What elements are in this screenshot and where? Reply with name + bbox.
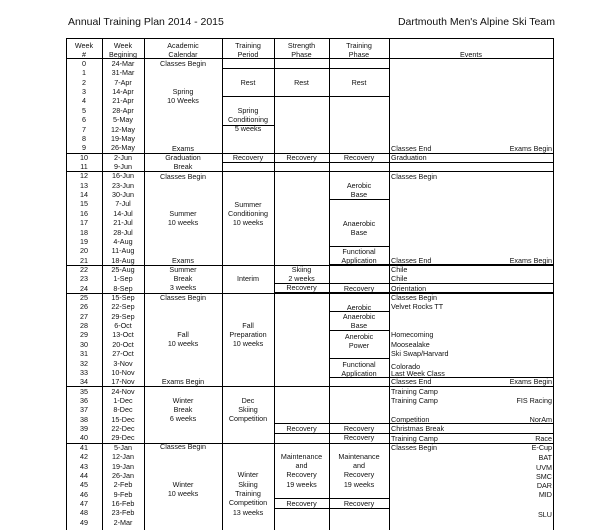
phase-label: Application xyxy=(341,369,377,378)
grid-row-line xyxy=(274,292,329,293)
grid-row-line xyxy=(329,330,389,331)
grid-row-line xyxy=(329,283,389,284)
event-item: Classes Begin xyxy=(391,172,437,181)
period-label: Competition xyxy=(228,498,268,507)
week-beginning-date: 28-Jul xyxy=(113,227,133,237)
grid-row-line xyxy=(329,377,389,378)
period-label: Fall xyxy=(242,321,254,330)
period-label: Conditioning xyxy=(228,115,268,124)
phase-label: 19 weeks xyxy=(343,480,375,489)
week-number: 25 xyxy=(80,293,88,302)
event-item: SMC xyxy=(536,472,552,481)
event-item: Race xyxy=(535,434,552,443)
strength-label: Rest xyxy=(294,78,309,87)
period-label: Winter xyxy=(237,470,259,479)
week-beginning-date: 27-Oct xyxy=(112,349,134,359)
academic-label: 10 weeks xyxy=(167,489,199,498)
week-number: 47 xyxy=(80,498,88,508)
week-beginning-date: 31-Mar xyxy=(111,68,135,78)
period-label: Summer xyxy=(234,200,262,209)
week-beginning-date: 19-May xyxy=(111,133,135,143)
week-beginning-date: 24-Mar xyxy=(111,59,135,68)
academic-label: Classes Begin xyxy=(160,59,206,68)
grid-row-line xyxy=(389,283,553,284)
event-item: Moosealake xyxy=(391,340,430,349)
event-item: Colorado xyxy=(391,362,421,371)
phase-label: Base xyxy=(350,228,368,237)
phase-label: Anaerobic xyxy=(342,312,376,321)
week-number: 26 xyxy=(80,302,88,312)
week-number: 5 xyxy=(82,105,86,115)
academic-label: Break xyxy=(173,162,193,171)
event-item: Training Camp xyxy=(391,396,438,405)
academic-label: Classes Begin xyxy=(160,172,206,181)
grid-row-line xyxy=(222,96,274,97)
grid-col-line xyxy=(102,38,103,530)
grid-row-line xyxy=(274,433,329,434)
strength-label: Recovery xyxy=(286,499,317,508)
academic-label: 6 weeks xyxy=(169,414,197,423)
event-item: NorAm xyxy=(529,415,552,424)
week-beginning-date: 8-Dec xyxy=(113,405,133,415)
week-number: 41 xyxy=(80,442,88,452)
academic-label: 10 weeks xyxy=(167,218,199,227)
grid-row-line xyxy=(329,199,389,200)
week-number: 10 xyxy=(80,152,88,162)
week-number: 4 xyxy=(82,96,86,106)
period-label: 10 weeks xyxy=(232,218,264,227)
week-number: 39 xyxy=(80,424,88,433)
grid-row-line xyxy=(222,125,274,126)
grid-row-line xyxy=(66,386,553,387)
grid-row-line xyxy=(66,443,553,444)
event-item: Classes Begin xyxy=(391,443,437,452)
col-header-strength-phase: Strength Phase xyxy=(287,41,316,60)
academic-label: Graduation xyxy=(165,153,201,162)
week-beginning-date: 9-Feb xyxy=(113,489,133,499)
period-label: Spring xyxy=(237,106,259,115)
event-item: Competition xyxy=(391,415,430,424)
week-beginning-date: 1-Sep xyxy=(113,274,133,284)
week-number: 33 xyxy=(80,367,88,377)
week-beginning-date: 15-Dec xyxy=(111,414,135,424)
grid-row-line xyxy=(329,292,389,293)
week-number: 8 xyxy=(82,133,86,143)
week-number: 14 xyxy=(80,190,88,199)
academic-label: Classes Begin xyxy=(160,293,206,302)
period-label: Conditioning xyxy=(228,209,268,218)
week-number: 3 xyxy=(82,87,86,97)
week-beginning-date: 4-Aug xyxy=(113,236,133,246)
grid-row-line xyxy=(329,358,389,359)
col-header-week: Week # xyxy=(74,41,94,60)
week-beginning-date: 23-Feb xyxy=(111,508,135,518)
week-beginning-date: 16-Feb xyxy=(111,498,135,508)
academic-label: Spring xyxy=(172,87,194,96)
week-beginning-date: 7-Jul xyxy=(115,199,131,209)
week-beginning-date: 13-Oct xyxy=(112,330,134,340)
academic-label: Summer xyxy=(169,209,197,218)
grid-row-line xyxy=(329,423,389,424)
week-number: 7 xyxy=(82,124,86,134)
week-number: 46 xyxy=(80,489,88,499)
period-label: Recovery xyxy=(232,153,264,162)
week-number: 28 xyxy=(80,321,88,331)
phase-label: Aerobic xyxy=(346,303,372,312)
academic-label: Classes Begin xyxy=(160,442,206,451)
event-item: Christmas Break xyxy=(391,424,445,433)
grid-row-line xyxy=(329,264,389,265)
strength-label: and xyxy=(295,461,308,470)
grid-col-line xyxy=(553,38,554,530)
period-label: Preparation xyxy=(229,330,267,339)
event-item: Exams Begin xyxy=(509,377,552,386)
phase-label: Application xyxy=(341,256,377,265)
week-number: 27 xyxy=(80,311,88,321)
grid-row-line xyxy=(389,423,553,424)
phase-label: Recovery xyxy=(343,284,375,293)
phase-label: Aerobic xyxy=(346,181,372,190)
phase-label: Recovery xyxy=(343,433,375,442)
week-beginning-date: 16-Jun xyxy=(112,171,134,181)
period-label: Competition xyxy=(228,414,268,423)
week-beginning-date: 12-Jan xyxy=(112,452,134,462)
grid-row-line xyxy=(66,265,553,266)
phase-label: Recovery xyxy=(343,470,375,479)
week-number: 19 xyxy=(80,236,88,246)
academic-label: Winter xyxy=(172,480,194,489)
week-number: 17 xyxy=(80,218,88,228)
week-number: 35 xyxy=(80,386,88,396)
period-label: Rest xyxy=(240,78,256,87)
grid-row-line xyxy=(389,292,553,293)
grid-col-line xyxy=(66,38,67,530)
week-beginning-date: 24-Nov xyxy=(111,386,135,396)
phase-label: Base xyxy=(350,321,368,330)
week-number: 1 xyxy=(82,68,86,78)
week-number: 34 xyxy=(80,377,88,387)
event-item: Training Camp xyxy=(391,434,438,443)
phase-label: Recovery xyxy=(343,424,375,433)
grid-row-line xyxy=(66,293,553,294)
week-number: 2 xyxy=(82,77,86,87)
grid-row-line xyxy=(274,283,329,284)
week-beginning-date: 23-Jun xyxy=(112,180,134,190)
week-beginning-date: 29-Dec xyxy=(111,433,135,443)
week-beginning-date: 1-Dec xyxy=(113,396,133,405)
week-number: 29 xyxy=(80,330,88,340)
academic-label: Exams xyxy=(172,256,194,265)
col-header-training-period: Training Period xyxy=(235,41,261,60)
grid-row-line xyxy=(66,171,553,172)
week-beginning-date: 5-Jan xyxy=(114,442,132,452)
week-beginning-date: 26-Jan xyxy=(112,470,134,480)
week-beginning-date: 2-Feb xyxy=(113,480,133,490)
week-number: 0 xyxy=(82,59,86,68)
week-beginning-date: 22-Dec xyxy=(111,424,135,433)
grid-row-line xyxy=(329,508,389,509)
grid-row-line xyxy=(329,162,389,163)
grid-row-line xyxy=(222,162,274,163)
period-label: Dec xyxy=(241,396,255,405)
event-item: Chile xyxy=(391,274,408,283)
week-number: 11 xyxy=(80,162,88,171)
event-item: FIS Racing xyxy=(516,396,552,405)
week-number: 24 xyxy=(80,283,88,293)
grid-row-line xyxy=(389,433,553,434)
strength-label: Recovery xyxy=(286,470,317,479)
grid-row-line xyxy=(274,96,329,97)
grid-row-line xyxy=(329,96,389,97)
grid-row-line xyxy=(329,311,389,312)
week-number: 9 xyxy=(82,143,86,153)
week-number: 18 xyxy=(80,227,88,237)
grid-row-line xyxy=(66,58,553,59)
week-beginning-date: 15-Sep xyxy=(111,293,135,302)
week-beginning-date: 19-Jan xyxy=(112,461,134,471)
event-item: E-Cup xyxy=(531,443,552,452)
week-beginning-date: 11-Aug xyxy=(111,246,135,256)
week-number: 32 xyxy=(80,358,88,368)
week-beginning-date: 14-Jul xyxy=(113,208,133,218)
phase-label: Functional xyxy=(342,247,376,256)
week-beginning-date: 12-May xyxy=(111,124,135,134)
week-beginning-date: 8-Sep xyxy=(113,283,133,293)
period-label: Training xyxy=(235,489,261,498)
week-beginning-date: 2-Jun xyxy=(114,152,132,162)
event-item: DAR xyxy=(536,481,552,490)
week-beginning-date: 10-Nov xyxy=(111,367,135,377)
week-number: 44 xyxy=(80,470,88,480)
event-item: SLU xyxy=(538,510,552,519)
week-beginning-date: 21-Apr xyxy=(112,96,134,106)
week-number: 21 xyxy=(80,255,88,265)
grid-row-line xyxy=(274,508,329,509)
grid-row-line xyxy=(222,68,274,69)
event-item: MID xyxy=(538,490,552,499)
event-item: Chile xyxy=(391,265,408,274)
week-beginning-date: 22-Sep xyxy=(111,302,135,312)
period-label: Skiing xyxy=(238,405,258,414)
grid-row-line xyxy=(329,433,389,434)
week-beginning-date: 17-Nov xyxy=(111,377,135,387)
grid-row-line xyxy=(389,162,553,163)
week-beginning-date: 30-Jun xyxy=(112,190,134,199)
week-number: 48 xyxy=(80,508,88,518)
academic-label: Fall xyxy=(177,330,189,339)
event-item: Orientation xyxy=(391,284,427,293)
week-beginning-date: 6-Oct xyxy=(114,321,132,331)
academic-label: 3 weeks xyxy=(169,283,197,292)
phase-label: Rest xyxy=(351,78,367,87)
week-number: 42 xyxy=(80,452,88,462)
week-number: 36 xyxy=(80,396,88,405)
strength-label: Recovery xyxy=(286,424,317,433)
week-beginning-date: 29-Sep xyxy=(111,311,135,321)
grid-col-line xyxy=(274,38,275,530)
col-header-academic-calendar: Academic Calendar xyxy=(167,41,199,60)
week-number: 13 xyxy=(80,180,88,190)
week-beginning-date: 2-Mar xyxy=(113,517,133,527)
event-item: Training Camp xyxy=(391,387,438,396)
week-number: 37 xyxy=(80,405,88,415)
week-beginning-date: 20-Oct xyxy=(112,339,134,349)
grid-row-line xyxy=(329,498,389,499)
col-header-week-beginning: Week Begining xyxy=(109,41,137,60)
academic-label: Summer xyxy=(169,265,197,274)
week-beginning-date: 18-Aug xyxy=(111,255,135,265)
grid-row-line xyxy=(389,264,553,265)
event-item: Classes End xyxy=(391,377,432,386)
week-number: 20 xyxy=(80,246,88,256)
grid-row-line xyxy=(66,38,553,39)
week-number: 45 xyxy=(80,480,88,490)
phase-label: Recovery xyxy=(343,499,375,508)
event-item: Velvet Rocks TT xyxy=(391,302,444,311)
week-number: 49 xyxy=(80,517,88,527)
grid-col-line xyxy=(144,38,145,530)
phase-label: Power xyxy=(348,341,370,350)
week-number: 16 xyxy=(80,208,88,218)
week-beginning-date: 21-Jul xyxy=(113,218,133,228)
strength-label: Recovery xyxy=(286,153,317,162)
week-beginning-date: 7-Apr xyxy=(114,77,132,87)
academic-label: Break xyxy=(173,405,193,414)
phase-label: Anaerobic xyxy=(342,219,376,228)
event-item: Classes End xyxy=(391,256,432,265)
period-label: 5 weeks xyxy=(234,124,262,133)
grid-row-line xyxy=(66,153,553,154)
week-beginning-date: 3-Nov xyxy=(113,358,133,368)
grid-col-line xyxy=(222,38,223,530)
week-number: 31 xyxy=(80,349,88,359)
academic-label: 10 Weeks xyxy=(167,96,199,105)
week-number: 15 xyxy=(80,199,88,209)
event-item: Classes End xyxy=(391,144,432,153)
grid-row-line xyxy=(274,68,329,69)
event-item: UVM xyxy=(536,463,552,472)
week-number: 12 xyxy=(80,171,88,181)
event-item: Exams Begin xyxy=(509,144,552,153)
col-header-events: Events xyxy=(460,50,482,59)
academic-label: Winter xyxy=(172,396,194,405)
period-label: Skiing xyxy=(238,480,258,489)
week-beginning-date: 25-Aug xyxy=(111,264,135,274)
academic-label: Break xyxy=(173,274,193,283)
academic-label: Exams xyxy=(172,144,194,153)
week-number: 23 xyxy=(80,274,88,284)
event-item: Graduation xyxy=(391,153,427,162)
strength-label: 2 weeks xyxy=(288,274,315,283)
period-label: 10 weeks xyxy=(232,339,264,348)
week-beginning-date: 9-Jun xyxy=(114,162,132,171)
event-item: Ski Swap/Harvard xyxy=(391,349,449,358)
event-item: Exams Begin xyxy=(509,256,552,265)
phase-label: Anerobic xyxy=(344,332,374,341)
grid-col-line xyxy=(389,38,390,530)
col-header-training-phase: Training Phase xyxy=(346,41,372,60)
week-beginning-date: 26-May xyxy=(111,143,135,153)
week-number: 30 xyxy=(80,339,88,349)
week-number: 6 xyxy=(82,115,86,125)
strength-label: 19 weeks xyxy=(286,480,317,489)
academic-label: Exams Begin xyxy=(161,377,205,386)
grid-col-line xyxy=(329,38,330,530)
phase-label: Base xyxy=(350,190,368,199)
week-number: 40 xyxy=(80,433,88,443)
phase-label: Functional xyxy=(342,360,376,369)
week-number: 22 xyxy=(80,264,88,274)
event-item: BAT xyxy=(538,453,552,462)
week-beginning-date: 5-May xyxy=(113,115,133,125)
period-label: 13 weeks xyxy=(232,508,264,517)
grid-row-line xyxy=(274,498,329,499)
event-item: Homecoming xyxy=(391,330,434,339)
event-item: Last Week Class xyxy=(391,369,445,378)
period-label: Interim xyxy=(237,274,259,283)
strength-label: Skiing xyxy=(291,265,312,274)
week-beginning-date: 28-Apr xyxy=(112,105,134,115)
academic-label: 10 weeks xyxy=(167,339,199,348)
grid-row-line xyxy=(329,68,389,69)
phase-label: Recovery xyxy=(343,153,375,162)
week-beginning-date: 14-Apr xyxy=(112,87,134,97)
grid-row-line xyxy=(274,423,329,424)
grid-row-line xyxy=(274,162,329,163)
plan-title: Annual Training Plan 2014 - 2015 xyxy=(68,16,224,28)
grid-row-line xyxy=(329,246,389,247)
week-number: 38 xyxy=(80,414,88,424)
strength-label: Maintenance xyxy=(280,452,323,461)
week-number: 43 xyxy=(80,461,88,471)
grid-row-line xyxy=(389,377,553,378)
strength-label: Recovery xyxy=(286,283,317,292)
team-name: Dartmouth Men's Alpine Ski Team xyxy=(397,16,555,28)
phase-label: Maintenance xyxy=(338,452,380,461)
event-item: Classes Begin xyxy=(391,293,437,302)
phase-label: and xyxy=(353,461,365,470)
